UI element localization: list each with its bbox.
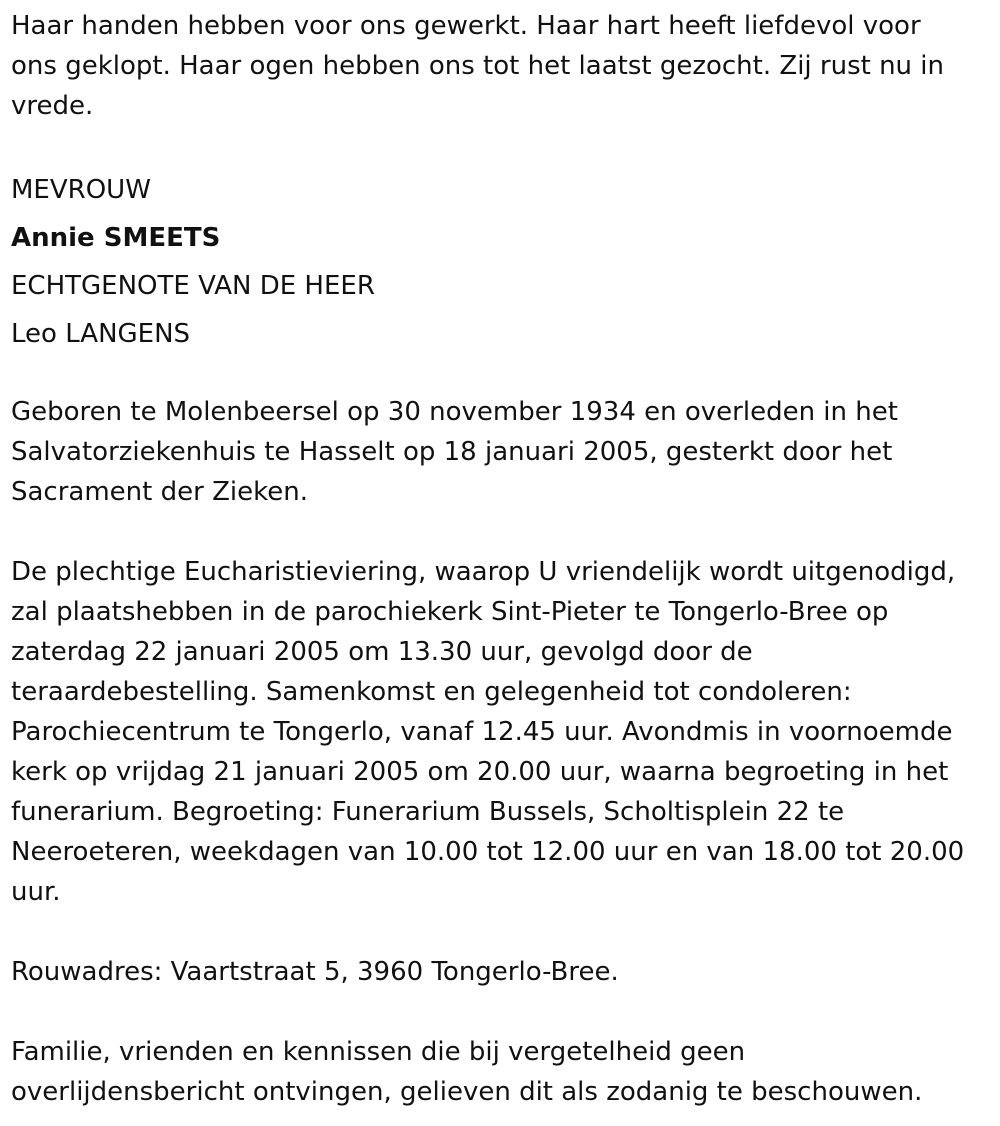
relation-label: ECHTGENOTE VAN DE HEER xyxy=(11,271,375,301)
ceremony-line: uur. xyxy=(11,877,61,907)
deceased-heading xyxy=(11,166,1000,358)
spacer xyxy=(11,126,1000,166)
ceremony-line: teraardebestelling. Samenkomst en gelegenheid tot condoleren: xyxy=(11,677,852,707)
address-paragraph xyxy=(11,952,1000,992)
closing-paragraph xyxy=(11,1032,1000,1112)
mourning-address: Rouwadres: Vaartstraat 5, 3960 Tongerlo-Bree. xyxy=(11,957,619,987)
intro-line: Haar handen hebben voor ons gewerkt. Haar hart heeft liefdevol voor xyxy=(11,11,921,41)
intro-line: vrede. xyxy=(11,91,94,121)
honorific-title: MEVROUW xyxy=(11,175,151,205)
closing-line: overlijdensbericht ontvingen, gelieven dit als zodanig te beschouwen. xyxy=(11,1077,923,1107)
spacer xyxy=(11,358,1000,392)
ceremony-paragraph xyxy=(11,552,1000,912)
ceremony-line: funerarium. Begroeting: Funerarium Bussels, Scholtisplein 22 te xyxy=(11,797,845,827)
ceremony-line: Neeroeteren, weekdagen van 10.00 tot 12.00 uur en van 18.00 tot 20.00 xyxy=(11,837,965,867)
ceremony-line: De plechtige Eucharistieviering, waarop U vriendelijk wordt uitgenodigd, xyxy=(11,557,956,587)
spacer xyxy=(11,512,1000,552)
deceased-name: Annie SMEETS xyxy=(11,223,221,253)
spacer xyxy=(11,912,1000,952)
ceremony-line: zal plaatshebben in de parochiekerk Sint-Pieter te Tongerlo-Bree op xyxy=(11,597,889,627)
intro-paragraph xyxy=(11,6,1000,126)
birth-line: Salvatorziekenhuis te Hasselt op 18 januari 2005, gesterkt door het xyxy=(11,437,893,467)
closing-line: Familie, vrienden en kennissen die bij vergetelheid geen xyxy=(11,1037,746,1067)
ceremony-line: kerk op vrijdag 21 januari 2005 om 20.00 uur, waarna begroeting in het xyxy=(11,757,949,787)
birth-line: Sacrament der Zieken. xyxy=(11,477,308,507)
spacer xyxy=(11,992,1000,1032)
intro-line: ons geklopt. Haar ogen hebben ons tot het laatst gezocht. Zij rust nu in xyxy=(11,51,945,81)
ceremony-line: zaterdag 22 januari 2005 om 13.30 uur, gevolgd door de xyxy=(11,637,753,667)
birth-line: Geboren te Molenbeersel op 30 november 1934 en overleden in het xyxy=(11,397,898,427)
ceremony-line: Parochiecentrum te Tongerlo, vanaf 12.45 uur. Avondmis in voornoemde xyxy=(11,717,953,747)
partner-name: Leo LANGENS xyxy=(11,319,191,349)
birth-death-paragraph xyxy=(11,392,1000,512)
